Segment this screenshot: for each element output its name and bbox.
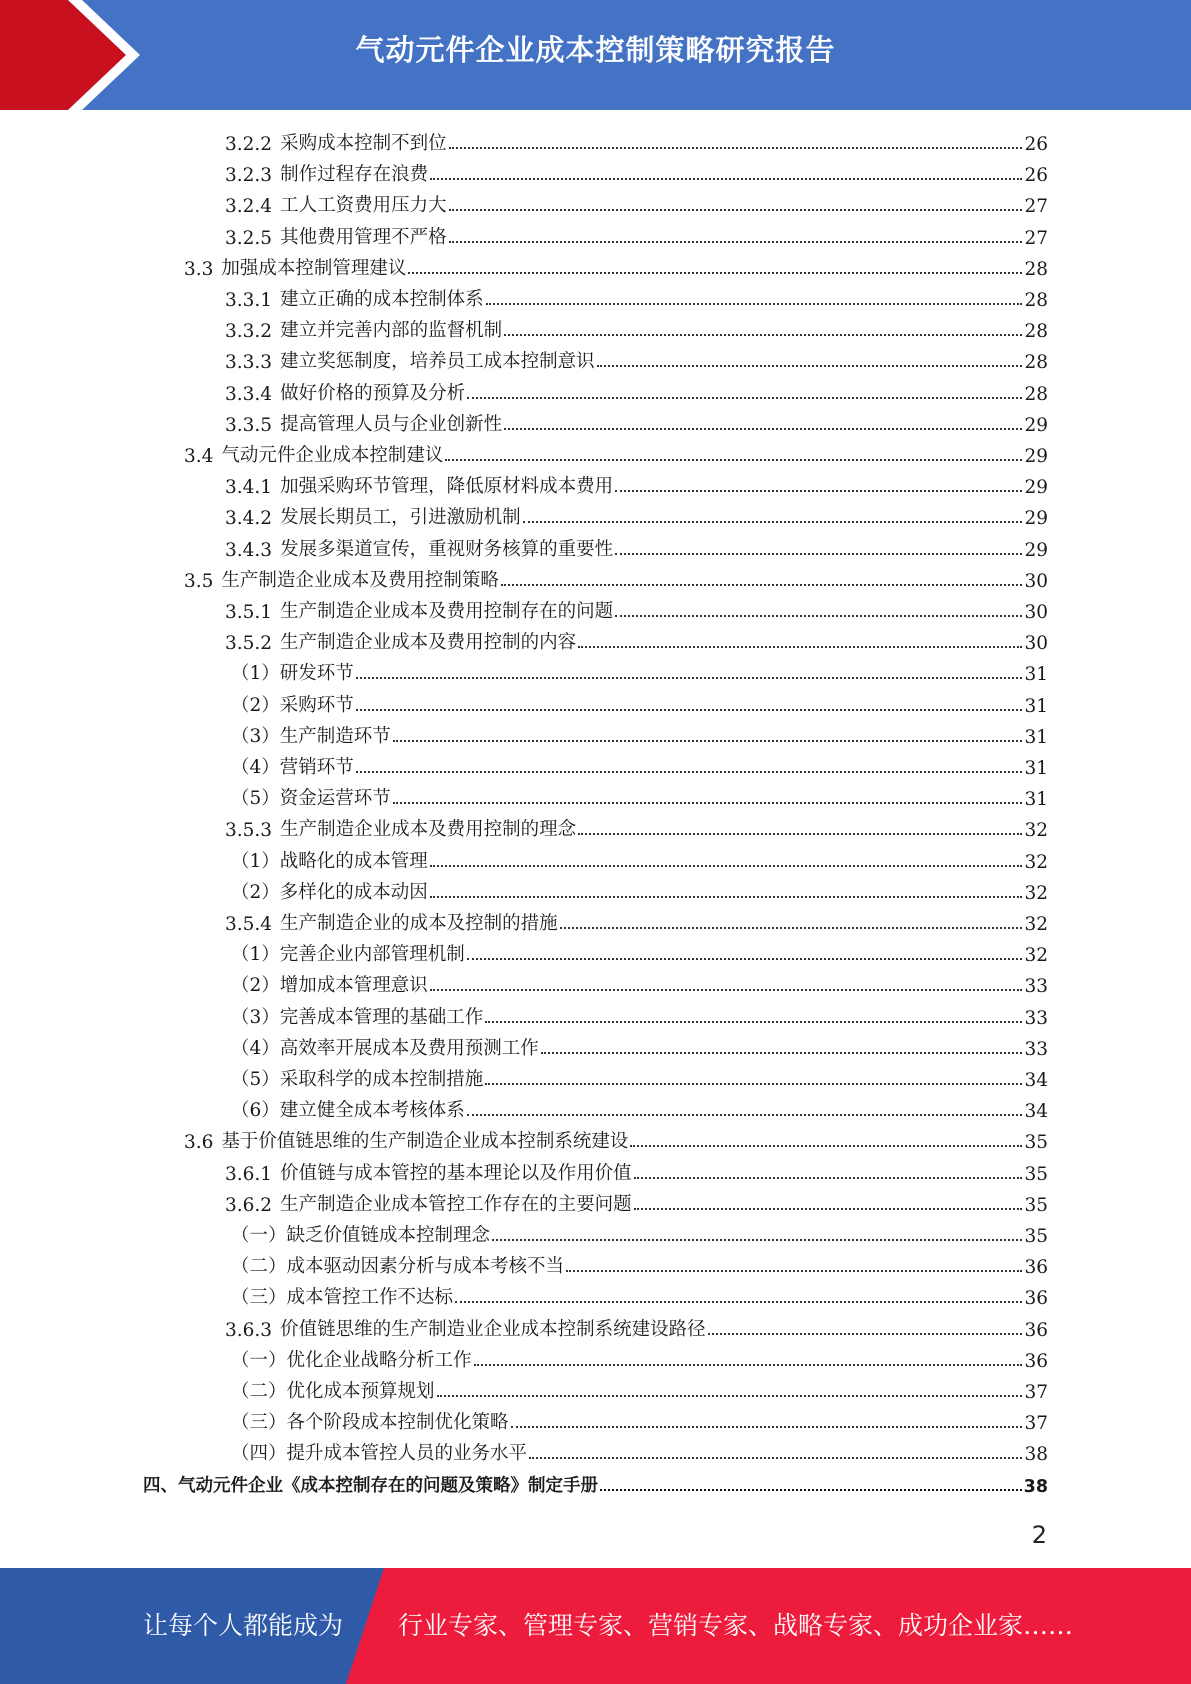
toc-entry[interactable]	[231, 842, 1048, 873]
toc-dot-leader	[630, 1144, 1022, 1147]
toc-dot-leader	[615, 489, 1022, 492]
toc-entry[interactable]	[184, 436, 1048, 467]
header-title: 气动元件企业成本控制策略研究报告	[355, 33, 836, 67]
toc-dot-leader	[578, 645, 1022, 648]
toc-dot-leader	[504, 427, 1022, 430]
toc-entry[interactable]	[225, 218, 1048, 249]
toc-entry-page: 29	[1024, 446, 1048, 467]
toc-entry-label: 采购成本控制不到位	[280, 133, 447, 154]
toc-dot-leader	[393, 739, 1023, 742]
toc-entry[interactable]	[225, 904, 1048, 935]
toc-entry-page: 35	[1024, 1132, 1048, 1154]
toc-entry[interactable]	[231, 1403, 1048, 1434]
toc-entry[interactable]	[225, 405, 1048, 436]
toc-entry-number: 3.5.1	[225, 602, 273, 623]
toc-entry-label: 价值链思维的生产制造业企业成本控制系统建设路径	[280, 1318, 706, 1340]
toc-dot-leader	[467, 1113, 1023, 1116]
toc-entry-label: 基于价值链思维的生产制造企业成本控制系统建设	[221, 1131, 629, 1153]
toc-entry[interactable]	[225, 1185, 1048, 1216]
toc-entry-label: 发展多渠道宣传，重视财务核算的重要性	[280, 538, 614, 560]
toc-entry-number: 3.5.3	[225, 820, 273, 842]
toc-dot-leader	[467, 957, 1023, 960]
toc-entry-label: 加强采购环节管理，降低原材料成本费用	[280, 476, 614, 498]
toc-entry[interactable]	[184, 561, 1048, 592]
toc-entry-page: 28	[1024, 383, 1048, 405]
toc-entry-page: 34	[1024, 1070, 1048, 1091]
toc-entry[interactable]	[231, 1029, 1048, 1060]
toc-entry-number: 3.3.1	[225, 290, 273, 311]
toc-entry[interactable]	[225, 342, 1048, 373]
toc-entry-label: 生产制造企业成本管控工作存在的主要问题	[280, 1193, 632, 1215]
toc-entry-label: （四）提升成本管控人员的业务水平	[231, 1443, 528, 1465]
toc-entry-number: 3.6.3	[225, 1319, 273, 1341]
toc-dot-leader	[486, 302, 1023, 305]
toc-entry-number: 3.3.5	[225, 414, 273, 436]
toc-entry-page: 36	[1024, 1288, 1048, 1310]
toc-entry-page: 32	[1024, 851, 1048, 873]
toc-entry-number: 3.2.4	[225, 196, 273, 218]
toc-entry-label: 其他费用管理不严格	[280, 226, 447, 248]
toc-dot-leader	[356, 770, 1023, 773]
toc-dot-leader	[541, 1051, 1023, 1054]
toc-entry-number: 3.4.2	[225, 508, 273, 530]
toc-entry-label: （5）采取科学的成本控制措施	[231, 1069, 484, 1090]
toc-entry-label: （2）多样化的成本动因	[231, 881, 428, 903]
toc-entry-page: 35	[1024, 1194, 1048, 1216]
toc-dot-leader	[393, 801, 1023, 804]
toc-entry[interactable]	[225, 374, 1048, 405]
page-number: 2	[1031, 1521, 1047, 1549]
toc-entry[interactable]	[225, 1310, 1048, 1341]
toc-entry-label: （4）高效率开展成本及费用预测工作	[231, 1037, 539, 1059]
toc-dot-leader	[560, 926, 1023, 929]
toc-entry-label: （二）优化成本预算规划	[231, 1381, 435, 1402]
toc-entry-label: （二）成本驱动因素分析与成本考核不当	[231, 1256, 565, 1278]
toc-entry-page: 31	[1024, 758, 1048, 779]
toc-entry-label: （1）完善企业内部管理机制	[231, 944, 465, 966]
toc-entry-label: 制作过程存在浪费	[280, 164, 429, 186]
toc-entry-label: 生产制造企业成本及费用控制存在的问题	[280, 601, 614, 622]
toc-entry[interactable]	[231, 748, 1048, 779]
toc-entry[interactable]	[225, 1154, 1048, 1185]
toc-entry-page: 28	[1024, 258, 1048, 280]
toc-dot-leader	[485, 1082, 1022, 1085]
toc-entry[interactable]	[184, 1122, 1048, 1153]
footer-slogan-right: 行业专家、管理专家、营销专家、战略专家、成功企业家……	[398, 1611, 1074, 1640]
toc-dot-leader	[430, 864, 1023, 867]
toc-entry-page: 32	[1024, 945, 1048, 967]
toc-entry[interactable]	[231, 1341, 1048, 1372]
toc-entry-page: 35	[1024, 1163, 1048, 1185]
page-header	[0, 0, 1191, 110]
toc-entry[interactable]	[231, 935, 1048, 966]
toc-dot-leader	[634, 1176, 1023, 1179]
toc-entry-label: （一）优化企业战略分析工作	[231, 1349, 472, 1371]
toc-entry-page: 37	[1024, 1382, 1048, 1403]
toc-entry[interactable]	[231, 717, 1048, 748]
toc-entry-label: 建立正确的成本控制体系	[280, 289, 484, 310]
toc-entry-label: （1）研发环节	[231, 663, 354, 685]
toc-entry[interactable]	[225, 623, 1048, 654]
toc-entry-label: （三）各个阶段成本控制优化策略	[231, 1412, 509, 1434]
toc-dot-leader	[455, 1300, 1022, 1303]
toc-entry-page: 26	[1024, 165, 1048, 187]
toc-entry-label: （3）完善成本管理的基础工作	[231, 1006, 484, 1028]
toc-entry-label: （3）生产制造环节	[231, 725, 391, 747]
toc-entry-page: 29	[1024, 414, 1048, 436]
toc-entry-page: 27	[1024, 196, 1048, 218]
toc-dot-leader	[523, 520, 1023, 523]
toc-entry[interactable]	[225, 311, 1048, 342]
footer-slogan-left: 让每个人都能成为	[143, 1611, 344, 1640]
toc-entry[interactable]	[231, 998, 1048, 1029]
toc-entry-page: 35	[1024, 1226, 1048, 1247]
toc-entry-label: 建立奖惩制度，培养员工成本控制意识	[280, 351, 595, 373]
toc-entry[interactable]	[225, 810, 1048, 841]
toc-entry[interactable]	[225, 124, 1048, 155]
toc-entry-label: （1）战略化的成本管理	[231, 850, 428, 872]
toc-entry-page: 28	[1024, 321, 1048, 343]
toc-dot-leader	[600, 1488, 1022, 1491]
toc-entry-page: 28	[1024, 290, 1048, 311]
toc-entry-page: 31	[1024, 726, 1048, 748]
toc-entry[interactable]	[231, 686, 1048, 717]
toc-entry-label: 发展长期员工，引进激励机制	[280, 507, 521, 529]
toc-entry-label: 建立并完善内部的监督机制	[280, 320, 503, 342]
toc-entry[interactable]	[225, 280, 1048, 311]
toc-entry-page: 31	[1024, 695, 1048, 717]
toc-entry-page: 36	[1024, 1350, 1048, 1372]
toc-entry-page: 33	[1024, 976, 1048, 998]
toc-dot-leader	[408, 271, 1022, 274]
toc-entry-page: 31	[1024, 789, 1048, 811]
toc-dot-leader	[356, 708, 1023, 711]
toc-entry-number: 3.2.5	[225, 227, 273, 249]
toc-entry[interactable]	[225, 592, 1048, 623]
toc-entry[interactable]	[231, 1434, 1048, 1465]
toc-dot-leader	[615, 614, 1022, 617]
toc-dot-leader	[430, 177, 1022, 180]
toc-entry-label: （2）增加成本管理意识	[231, 975, 428, 997]
toc-entry[interactable]	[231, 1060, 1048, 1091]
toc-entry-label: （一）缺乏价值链成本控制理念	[231, 1225, 491, 1246]
toc-entry-number: 3.2.2	[225, 134, 273, 155]
toc-entry-number: 3.4.1	[225, 477, 273, 499]
toc-entry[interactable]	[231, 873, 1048, 904]
toc-dot-leader	[492, 1238, 1022, 1241]
toc-dot-leader	[430, 988, 1023, 991]
toc-entry[interactable]	[231, 654, 1048, 685]
toc-dot-leader	[430, 895, 1023, 898]
toc-entry-label: （4）营销环节	[231, 757, 354, 778]
toc-entry[interactable]	[231, 1278, 1048, 1309]
toc-entry-page: 36	[1024, 1319, 1048, 1341]
toc-entry-number: 3.6.2	[225, 1194, 273, 1216]
toc-entry-page: 32	[1024, 914, 1048, 935]
toc-dot-leader	[578, 832, 1022, 835]
toc-entry-page: 30	[1024, 633, 1048, 655]
page-footer	[0, 1568, 1191, 1684]
toc-dot-leader	[501, 583, 1023, 586]
toc-entry-page: 32	[1024, 820, 1048, 842]
toc-entry-number: 3.4.3	[225, 539, 273, 561]
toc-entry-page: 27	[1024, 227, 1048, 249]
toc-entry-label: 生产制造企业成本及费用控制的内容	[280, 632, 577, 654]
toc-dot-leader	[708, 1332, 1023, 1335]
toc-entry[interactable]	[225, 498, 1048, 529]
toc-dot-leader	[467, 396, 1022, 399]
toc-entry-number: 3.5.2	[225, 633, 273, 655]
toc-entry-page: 30	[1024, 602, 1048, 623]
toc-dot-leader	[485, 1020, 1022, 1023]
toc-entry[interactable]	[231, 966, 1048, 997]
toc-entry-page: 31	[1024, 664, 1048, 686]
toc-entry-label: 提高管理人员与企业创新性	[280, 413, 503, 435]
toc-entry[interactable]	[225, 467, 1048, 498]
toc-entry-label: 工人工资费用压力大	[280, 195, 447, 217]
toc-entry-page: 33	[1024, 1007, 1048, 1029]
toc-entry-number: 3.6	[184, 1132, 214, 1154]
toc-entry[interactable]	[225, 155, 1048, 186]
toc-entry-label: 做好价格的预算及分析	[280, 382, 466, 404]
toc-entry-number: 3.3.2	[225, 321, 273, 343]
toc-entry[interactable]	[143, 1466, 1048, 1497]
toc-entry-page: 32	[1024, 882, 1048, 904]
toc-entry[interactable]	[225, 530, 1048, 561]
toc-entry-label: 价值链与成本管控的基本理论以及作用价值	[280, 1162, 632, 1184]
toc-dot-leader	[634, 1207, 1023, 1210]
toc-dot-leader	[504, 333, 1022, 336]
toc-dot-leader	[511, 1425, 1023, 1428]
toc-dot-leader	[597, 364, 1023, 367]
toc-entry-page: 29	[1024, 508, 1048, 530]
toc-entry-label: 生产制造企业的成本及控制的措施	[280, 913, 558, 934]
toc-entry-page: 28	[1024, 352, 1048, 374]
toc-entry-page: 30	[1024, 570, 1048, 592]
toc-entry-label: 四、气动元件企业《成本控制存在的问题及策略》制定手册	[143, 1475, 598, 1496]
toc-entry[interactable]	[231, 779, 1048, 810]
toc-dot-leader	[615, 552, 1022, 555]
toc-dot-leader	[356, 676, 1023, 679]
toc-entry-page: 34	[1024, 1101, 1048, 1123]
toc-entry-page: 26	[1024, 134, 1048, 155]
toc-entry-number: 3.4	[184, 446, 214, 467]
toc-entry-page: 33	[1024, 1038, 1048, 1060]
toc-entry-label: 生产制造企业成本及费用控制策略	[221, 569, 499, 591]
toc-entry-number: 3.2.3	[225, 165, 273, 187]
toc-entry-number: 3.3.3	[225, 352, 273, 374]
toc-entry-number: 3.3	[184, 258, 214, 280]
toc-dot-leader	[474, 1363, 1023, 1366]
toc-dot-leader	[449, 208, 1023, 211]
toc-entry-page: 38	[1024, 1444, 1048, 1466]
toc-entry-page: 38	[1023, 1476, 1048, 1497]
toc-entry-label: （三）成本管控工作不达标	[231, 1287, 454, 1309]
toc-entry[interactable]	[231, 1372, 1048, 1403]
toc-entry-number: 3.6.1	[225, 1163, 273, 1185]
toc-entry-number: 3.5.4	[225, 914, 273, 935]
toc-entry-page: 29	[1024, 539, 1048, 561]
toc-dot-leader	[449, 146, 1023, 149]
toc-entry-label: 加强成本控制管理建议	[221, 257, 407, 279]
toc-entry-label: （5）资金运营环节	[231, 788, 391, 810]
toc-dot-leader	[566, 1269, 1022, 1272]
toc-entry-label: 生产制造企业成本及费用控制的理念	[280, 819, 577, 841]
toc-entry-number: 3.5	[184, 570, 214, 592]
toc-entry[interactable]	[225, 186, 1048, 217]
toc-entry[interactable]	[231, 1216, 1048, 1247]
toc-entry[interactable]	[231, 1091, 1048, 1122]
toc-dot-leader	[437, 1394, 1023, 1397]
toc-dot-leader	[529, 1456, 1022, 1459]
toc-entry-label: （2）采购环节	[231, 694, 354, 716]
toc-dot-leader	[445, 458, 1022, 461]
toc-entry-label: 气动元件企业成本控制建议	[221, 445, 444, 466]
toc-entry-label: （6）建立健全成本考核体系	[231, 1100, 465, 1122]
toc-entry-page: 29	[1024, 477, 1048, 499]
toc-entry[interactable]	[184, 249, 1048, 280]
toc-entry[interactable]	[231, 1247, 1048, 1278]
toc-entry-number: 3.3.4	[225, 383, 273, 405]
toc-entry-page: 36	[1024, 1257, 1048, 1279]
toc-dot-leader	[449, 240, 1023, 243]
toc-entry-page: 37	[1024, 1413, 1048, 1435]
